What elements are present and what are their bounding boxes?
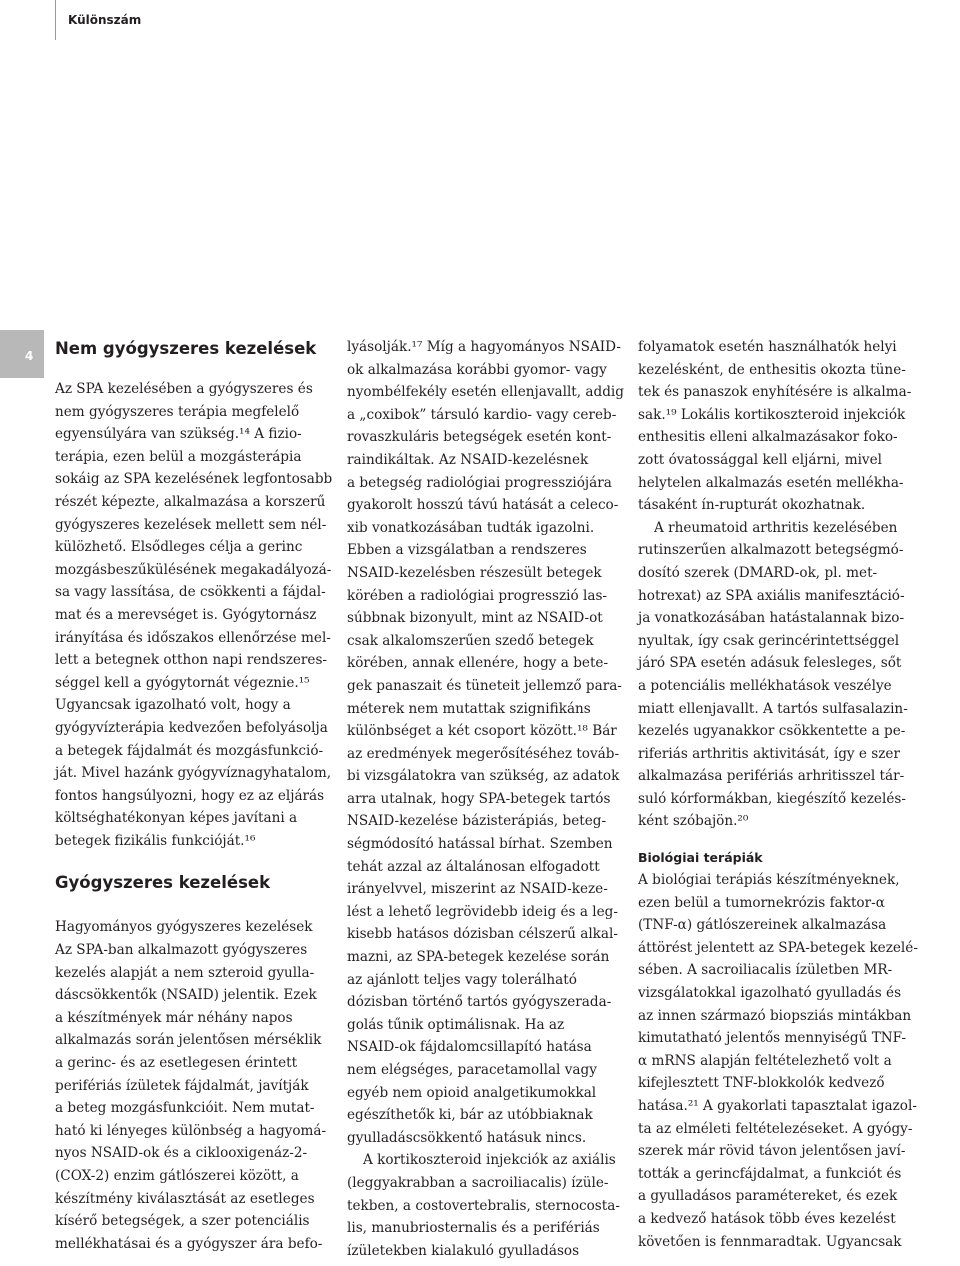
text-line: a potenciális mellékhatások veszélye xyxy=(638,677,892,694)
text-line: terápia, ezen belül a mozgásterápia xyxy=(55,448,302,465)
text-line: ja vonatkozásában hatástalannak bizo- xyxy=(638,610,905,627)
paragraph xyxy=(638,336,913,517)
text-line: enthesitis elleni alkalmazásakor foko- xyxy=(638,429,898,446)
text-line: külözhető. Elsődleges célja a gerinc xyxy=(55,539,303,556)
text-line: költséghatékonyan képes javítani a xyxy=(55,810,298,827)
text-line: részét képezte, alkalmazása a korszerű xyxy=(55,493,326,510)
text-line: A rheumatoid arthritis kezelésében xyxy=(654,519,898,536)
text-line: helytelen alkalmazás esetén mellékha- xyxy=(638,474,904,491)
text-line: ta az elméleti feltételezéseket. A gyógy- xyxy=(638,1120,913,1137)
text-line: Ebben a vizsgálatban a rendszeres xyxy=(347,542,587,559)
page-number: 4 xyxy=(25,349,34,363)
text-line: alkalmazása perifériás arhritisszel tár- xyxy=(638,768,905,785)
paragraph xyxy=(55,378,333,852)
text-line: sokáig az SPA kezelésének legfontosabb xyxy=(55,471,333,488)
text-line: nem elégséges, paracetamollal vagy xyxy=(347,1062,597,1078)
text-line: a beteg mozgásfunkcióit. Nem mutat- xyxy=(55,1100,315,1117)
text-line: követően is fennmaradtak. Ugyancsak xyxy=(638,1233,902,1250)
text-line: miatt ellenjavallt. A tartós sulfasalazin- xyxy=(638,700,908,717)
text-line: dáscsökkentők (NSAID) jelentik. Ezek xyxy=(55,987,317,1004)
text-line: A biológiai terápiás készítményeknek, xyxy=(638,872,900,889)
text-line: lett a betegnek otthon napi rendszeres- xyxy=(55,652,328,669)
text-line: ját. Mivel hazánk gyógyvíznagyhatalom, xyxy=(55,765,332,782)
text-line: ezen belül a tumornekrózis faktor-α xyxy=(638,894,885,911)
paragraph xyxy=(638,517,913,833)
paragraph xyxy=(347,1149,619,1262)
text-line: ható ki lényeges különbség a hagyomá- xyxy=(55,1122,327,1139)
text-line: az eredmények megerősítéséhez továb- xyxy=(347,745,620,762)
text-line: nem gyógyszeres terápia megfelelő xyxy=(55,403,300,420)
text-line: körében, annak ellenére, hogy a bete- xyxy=(347,655,609,672)
text-line: áttörést jelentett az SPA-betegek kezelé- xyxy=(638,939,918,956)
text-line: egyensúlyára van szükség.¹⁴ A fizio- xyxy=(55,426,302,443)
text-line: kísérő betegségek, a szer potenciális xyxy=(55,1213,310,1230)
text-line: irányítása és időszakos ellenőrzése mel- xyxy=(55,629,331,646)
text-line: NSAID-kezelése bázisterápiás, beteg- xyxy=(347,813,607,830)
text-line: mazni, az SPA-betegek kezelése során xyxy=(347,949,610,966)
text-line: fontos hangsúlyozni, hogy ez az eljárás xyxy=(55,787,325,804)
text-line: ségmódosító hatással bírhat. Szemben xyxy=(347,836,613,853)
text-line: gyógyszeres kezelések mellett sem nél- xyxy=(55,516,327,533)
text-line: hotrexat) az SPA axiális manifesztáció- xyxy=(638,587,905,604)
text-line: tották a gerincfájdalmat, a funkciót és xyxy=(638,1165,902,1182)
text-line: folyamatok esetén használhatók helyi xyxy=(638,339,897,355)
text-line: szerek már rövid távon jelentősen javí- xyxy=(638,1143,906,1160)
text-line: ok alkalmazása korábbi gyomor- vagy xyxy=(347,361,607,378)
text-line: arra utalnak, hogy SPA-betegek tartós xyxy=(347,790,611,807)
text-line: kezelésként, de enthesitis okozta tüne- xyxy=(638,361,906,378)
paragraph xyxy=(55,916,327,1255)
text-line: irányelvvel, miszerint az NSAID-keze- xyxy=(347,881,608,898)
text-line: gyógyvízterápia kedvezően befolyásolja xyxy=(55,719,328,736)
text-line: a készítmények már néhány napos xyxy=(55,1009,293,1026)
text-line: a gerinc- és az esetlegesen érintett xyxy=(55,1055,298,1072)
text-line: gek panaszait és tüneteit jellemző para- xyxy=(347,677,622,694)
text-line: csak alkalomszerűen szedő betegek xyxy=(347,632,594,649)
text-line: az ajánlott teljes vagy tolerálható xyxy=(347,971,577,988)
text-line: A kortikoszteroid injekciók az axiális xyxy=(363,1152,616,1169)
text-line: a betegség radiológiai progressziójára xyxy=(347,474,612,491)
text-line: rutinszerűen alkalmazott betegségmó- xyxy=(638,542,904,559)
text-line: a betegek fájdalmát és mozgásfunkció- xyxy=(55,742,324,759)
text-line: α mRNS alapján feltételezhető volt a xyxy=(638,1052,892,1069)
text-column-2 xyxy=(347,336,624,1262)
text-line: különbséget a két csoport között.¹⁸ Bár xyxy=(347,723,617,740)
text-line: méterek nem mutattak szignifikáns xyxy=(347,700,591,717)
text-line: nyultak, így csak gerincérintettséggel xyxy=(638,632,900,649)
text-line: kisebb hatásos dózisban célszerű alkal- xyxy=(347,926,618,943)
text-line: lyásolják.¹⁷ Míg a hagyományos NSAID- xyxy=(347,339,621,355)
text-line: egyéb nem opioid analgetikumokkal xyxy=(347,1084,597,1101)
text-line: ízületekben kialakuló gyulladásos xyxy=(347,1242,580,1259)
text-line: gyakorolt hosszú távú hatását a celeco- xyxy=(347,497,619,514)
text-line: egészíthetők ki, bár az utóbbiaknak xyxy=(347,1107,593,1124)
text-line: dózisban történő tartós gyógyszerada- xyxy=(347,994,612,1011)
text-line: a kedvező hatások több éves kezelést xyxy=(638,1210,896,1227)
text-line: vizsgálatokkal igazolható gyulladás és xyxy=(638,985,902,1002)
text-line: mat és a merevséget is. Gyógytornász xyxy=(55,606,317,623)
text-line: Az SPA kezelésében a gyógyszeres és xyxy=(55,381,313,397)
running-header: Különszám xyxy=(68,13,142,27)
text-line: (COX-2) enzim gátlószerei között, a xyxy=(55,1168,299,1184)
text-line: suló kórformákban, kiegészítő kezelés- xyxy=(638,790,906,807)
section-heading-drug: Gyógyszeres kezelések xyxy=(55,873,271,893)
text-line: sa vagy lassítása, de csökkenti a fájdal- xyxy=(55,584,326,601)
text-line: rovaszkuláris betegségek esetén kont- xyxy=(347,429,612,446)
text-line: a gyulladásos paramétereket, és ezek xyxy=(638,1188,898,1205)
text-line: betegek fizikális funkcióját.¹⁶ xyxy=(55,832,256,849)
text-column-1 xyxy=(55,336,333,1255)
text-column-3 xyxy=(638,336,918,1253)
text-line: tásaként ín-rupturát okozhatnak. xyxy=(638,497,866,514)
text-line: Hagyományos gyógyszeres kezelések xyxy=(55,919,313,936)
text-line: sak.¹⁹ Lokális kortikoszteroid injekciók xyxy=(638,406,906,423)
text-line: körében a radiológiai progresszió las- xyxy=(347,587,608,604)
text-line: ként szóbajön.²⁰ xyxy=(638,813,749,830)
text-line: NSAID-ok fájdalomcsillapító hatása xyxy=(347,1039,592,1056)
text-line: lis, manubriosternalis és a perifériás xyxy=(347,1220,600,1237)
text-line: járó SPA esetén adásuk felesleges, sőt xyxy=(638,655,902,672)
text-line: hatása.²¹ A gyakorlati tapasztalat igazol- xyxy=(638,1098,917,1114)
page-number-tab xyxy=(0,330,44,378)
text-line: sében. A sacroiliacalis ízületben MR- xyxy=(638,962,893,979)
text-line: Az SPA-ban alkalmazott gyógyszeres xyxy=(55,942,308,959)
text-line: az innen származó biopsziás mintákban xyxy=(638,1007,912,1024)
text-line: súbbnak bizonyult, mint az NSAID-ot xyxy=(347,610,603,627)
text-line: mellékhatásai és a gyógyszer ára befo- xyxy=(55,1235,323,1252)
text-line: gyulladáscsökkentő hatásuk nincs. xyxy=(347,1129,587,1146)
text-line: (TNF-α) gátlószereinek alkalmazása xyxy=(638,917,887,934)
text-line: kimutatható jelentős mennyiségű TNF- xyxy=(638,1030,907,1047)
header-divider xyxy=(55,0,56,40)
text-line: mozgásbeszűkülésének megakadályozá- xyxy=(55,561,332,578)
text-line: golás tűnik optimálisnak. Ha az xyxy=(347,1016,565,1033)
text-line: kezelés ugyanakkor csökkentette a pe- xyxy=(638,723,906,740)
text-line: raindikáltak. Az NSAID-kezelésnek xyxy=(347,451,589,468)
paragraph xyxy=(638,869,918,1253)
text-line: tekben, a costovertebralis, sternocosta- xyxy=(347,1197,620,1214)
text-line: tek és panaszok enyhítésére is alkalma- xyxy=(638,384,912,401)
text-line: xib vonatkozásában tudták igazolni. xyxy=(347,519,595,536)
text-line: perifériás ízületek fájdalmát, javítják xyxy=(55,1077,309,1094)
text-line: kezelés alapját a nem szteroid gyulla- xyxy=(55,964,315,981)
text-line: bi vizsgálatokra van szükség, az adatok xyxy=(347,768,620,785)
text-line: nyos NSAID-ok és a ciklooxigenáz-2- xyxy=(55,1145,308,1162)
text-line: NSAID-kezelésben részesült betegek xyxy=(347,564,602,581)
text-line: séggel kell a gyógytornát végeznie.¹⁵ xyxy=(55,674,310,691)
paragraph xyxy=(347,336,624,1149)
text-line: lést a lehető legrövidebb ideig és a leg- xyxy=(347,903,618,920)
text-line: (leggyakrabban a sacroiliacalis) ízüle- xyxy=(347,1174,609,1191)
subsection-heading-biologic: Biológiai terápiák xyxy=(638,850,763,866)
text-line: a „coxibok” társuló kardio- vagy cereb- xyxy=(347,406,617,423)
text-line: zott óvatossággal kell eljárni, mivel xyxy=(638,451,883,468)
text-line: dosító szerek (DMARD-ok, pl. met- xyxy=(638,564,878,581)
text-line: nyombélfekély esetén ellenjavallt, addig xyxy=(347,384,624,401)
text-line: riferiás arthritis aktivitását, így e szer xyxy=(638,745,900,762)
text-line: Ugyancsak igazolható volt, hogy a xyxy=(55,697,291,714)
section-heading-non-drug: Nem gyógyszeres kezelések xyxy=(55,339,317,358)
text-line: alkalmazás során jelentősen mérséklik xyxy=(55,1032,322,1049)
text-line: kifejlesztett TNF-blokkolók kedvező xyxy=(638,1075,885,1092)
text-line: készítmény kiválasztását az esetleges xyxy=(55,1190,315,1207)
text-line: tehát azzal az általánosan elfogadott xyxy=(347,858,600,875)
